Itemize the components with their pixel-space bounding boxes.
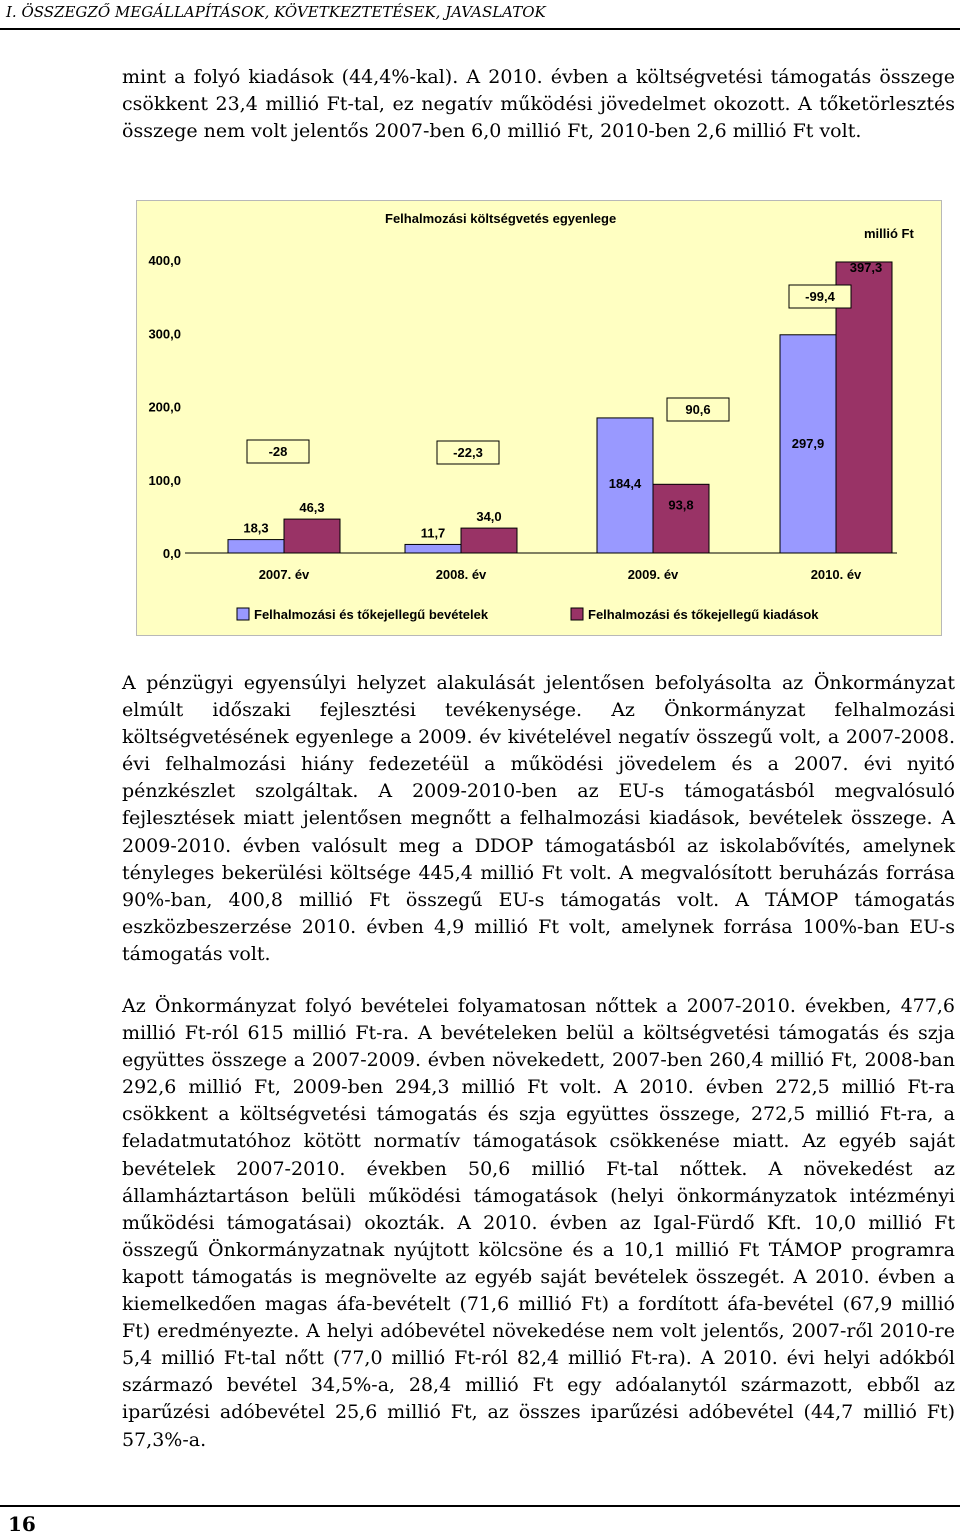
bar-value-label: 18,3 bbox=[243, 520, 269, 536]
y-tick-label: 200,0 bbox=[148, 399, 181, 415]
page-number: 16 bbox=[8, 1512, 36, 1536]
x-category-label: 2008. év bbox=[435, 567, 487, 582]
legend-label-expense: Felhalmozási és tőkejellegű kiadások bbox=[588, 607, 819, 622]
chapter-title: I. ÖSSZEGZŐ MEGÁLLAPÍTÁSOK, KÖVETKEZTETÉSEK, JAVASLATOK bbox=[6, 3, 546, 21]
balance-label: -28 bbox=[268, 444, 288, 459]
x-category-label: 2010. év bbox=[810, 567, 862, 582]
legend-swatch-income bbox=[237, 608, 249, 620]
bar-value-label: 34,0 bbox=[476, 509, 502, 525]
paragraph-1: mint a folyó kiadások (44,4%-kal). A 2010. évben a költségvetési támogatás összege csökkent 23,4 millió Ft-tal, ez negatív működési jövedelmet okozott. A tőketörlesztés összege nem volt jelentős 2007-ben 6,0 millió Ft, 2010-ben 2,6 millió Ft volt. bbox=[122, 66, 955, 143]
x-category-label: 2009. év bbox=[627, 567, 679, 582]
paragraph-3: Az Önkormányzat folyó bevételei folyamatosan nőttek a 2007-2010. években, 477,6 millió Ft-ról 615 millió Ft-ra. A bevételeken belül a költségvetési támogatás és szja együttes összege a 2007-2009. évben növekedett, 2007-ben 260,4 millió Ft, 2008-ban 292,6 millió Ft, 2009-ben 294,3 millió Ft volt. A 2010. évben 272,5 millió Ft-ra csökkent a költségvetési támogatás és szja együttes összege, 272,5 millió Ft-ra, a feladatmutatóhoz kötött normatív támogatások csökkenése miatt. Az egyéb saját bevételek 2007-2010. években 50,6 millió Ft-tal nőttek. A növekedést az államháztartáson belüli működési támogatások (helyi önkormányzatok intézményi működési támogatásai) okozták. A 2010. évben az Igal-Fürdő Kft. 10,0 millió Ft összegű Önkormányzatnak nyújtott kölcsöne és a 10,1 millió Ft TÁMOP programra kapott támogatás is megnövelte az egyéb saját bevételek összegét. A 2010. évben a kiemelkedően magas áfa-bevételt (71,6 millió Ft) a fordított áfa-bevétel (67,9 millió Ft) eredményezte. A helyi adóbevétel növekedése nem volt jelentős, 2007-ről 2010-re 5,4 millió Ft-tal nőtt (77,0 millió Ft-ról 82,4 millió Ft-ra). A 2010. évi helyi adókból származó bevétel 34,5%-a, 28,4 millió Ft egy adóalanytól származott, ebből az iparűzési adóbevétel 25,6 millió Ft, az összes iparűzési adóbevétel (44,7 millió Ft) 57,3%-a. bbox=[122, 995, 955, 1451]
paragraph-2: A pénzügyi egyensúlyi helyzet alakulását jelentősen befolyásolta az Önkormányzat elmúlt időszaki fejlesztési tevékenysége. Az Önkormányzat felhalmozási költségvetésének egyenlege a 2009. év kivételével negatív összegű volt, a 2007-2008. évi felhalmozási hiány fedezetéül a működési jövedelem és a 2007. évi nyitó pénzkészlet szolgáltak. A 2009-2010-ben az EU-s támogatásból megvalósuló fejlesztések miatt jelentősen megnőtt a felhalmozási kiadások, bevételek összege. A 2009-2010. évben valósult meg a DDOP támogatásból az iskolabővítés, amelynek tényleges bekerülési költsége 445,4 millió Ft volt. A megvalósított beruházás forrása 90%-ban, 400,8 millió Ft összegű EU-s támogatás volt. A TÁMOP támogatás eszközbeszerzése 2010. évben 4,9 millió Ft volt, amelynek forrása 100%-ban EU-s támogatás volt. bbox=[122, 672, 955, 965]
capital-budget-chart bbox=[136, 200, 942, 636]
bar-income bbox=[405, 544, 461, 553]
bar-value-label: 11,7 bbox=[420, 525, 446, 541]
balance-label: -99,4 bbox=[805, 289, 835, 304]
y-tick-label: 0,0 bbox=[162, 546, 181, 561]
bar-value-label: 397,3 bbox=[849, 259, 883, 275]
bar-value-label: 184,4 bbox=[608, 476, 642, 491]
chart-title: Felhalmozási költségvetés egyenlege bbox=[385, 211, 617, 226]
bar-income bbox=[228, 540, 284, 553]
chart-unit-label: millió Ft bbox=[864, 226, 914, 241]
legend-swatch-expense bbox=[571, 608, 583, 620]
bar-expense bbox=[461, 528, 517, 553]
bar-value-label: 46,3 bbox=[299, 500, 325, 516]
x-category-label: 2007. év bbox=[258, 567, 310, 582]
bar-expense bbox=[653, 484, 709, 553]
bar-expense bbox=[284, 519, 340, 553]
chart-svg bbox=[137, 201, 943, 637]
bar-value-label: 93,8 bbox=[668, 497, 694, 513]
page-header bbox=[0, 0, 960, 30]
legend-label-income: Felhalmozási és tőkejellegű bevételek bbox=[254, 607, 489, 622]
y-tick-label: 100,0 bbox=[148, 472, 181, 488]
y-tick-label: 300,0 bbox=[148, 326, 181, 342]
balance-label: -22,3 bbox=[453, 445, 483, 460]
footer-rule bbox=[0, 1505, 960, 1507]
y-tick-label: 400,0 bbox=[148, 253, 181, 268]
bar-value-label: 297,9 bbox=[791, 435, 825, 451]
balance-label: 90,6 bbox=[685, 402, 711, 417]
